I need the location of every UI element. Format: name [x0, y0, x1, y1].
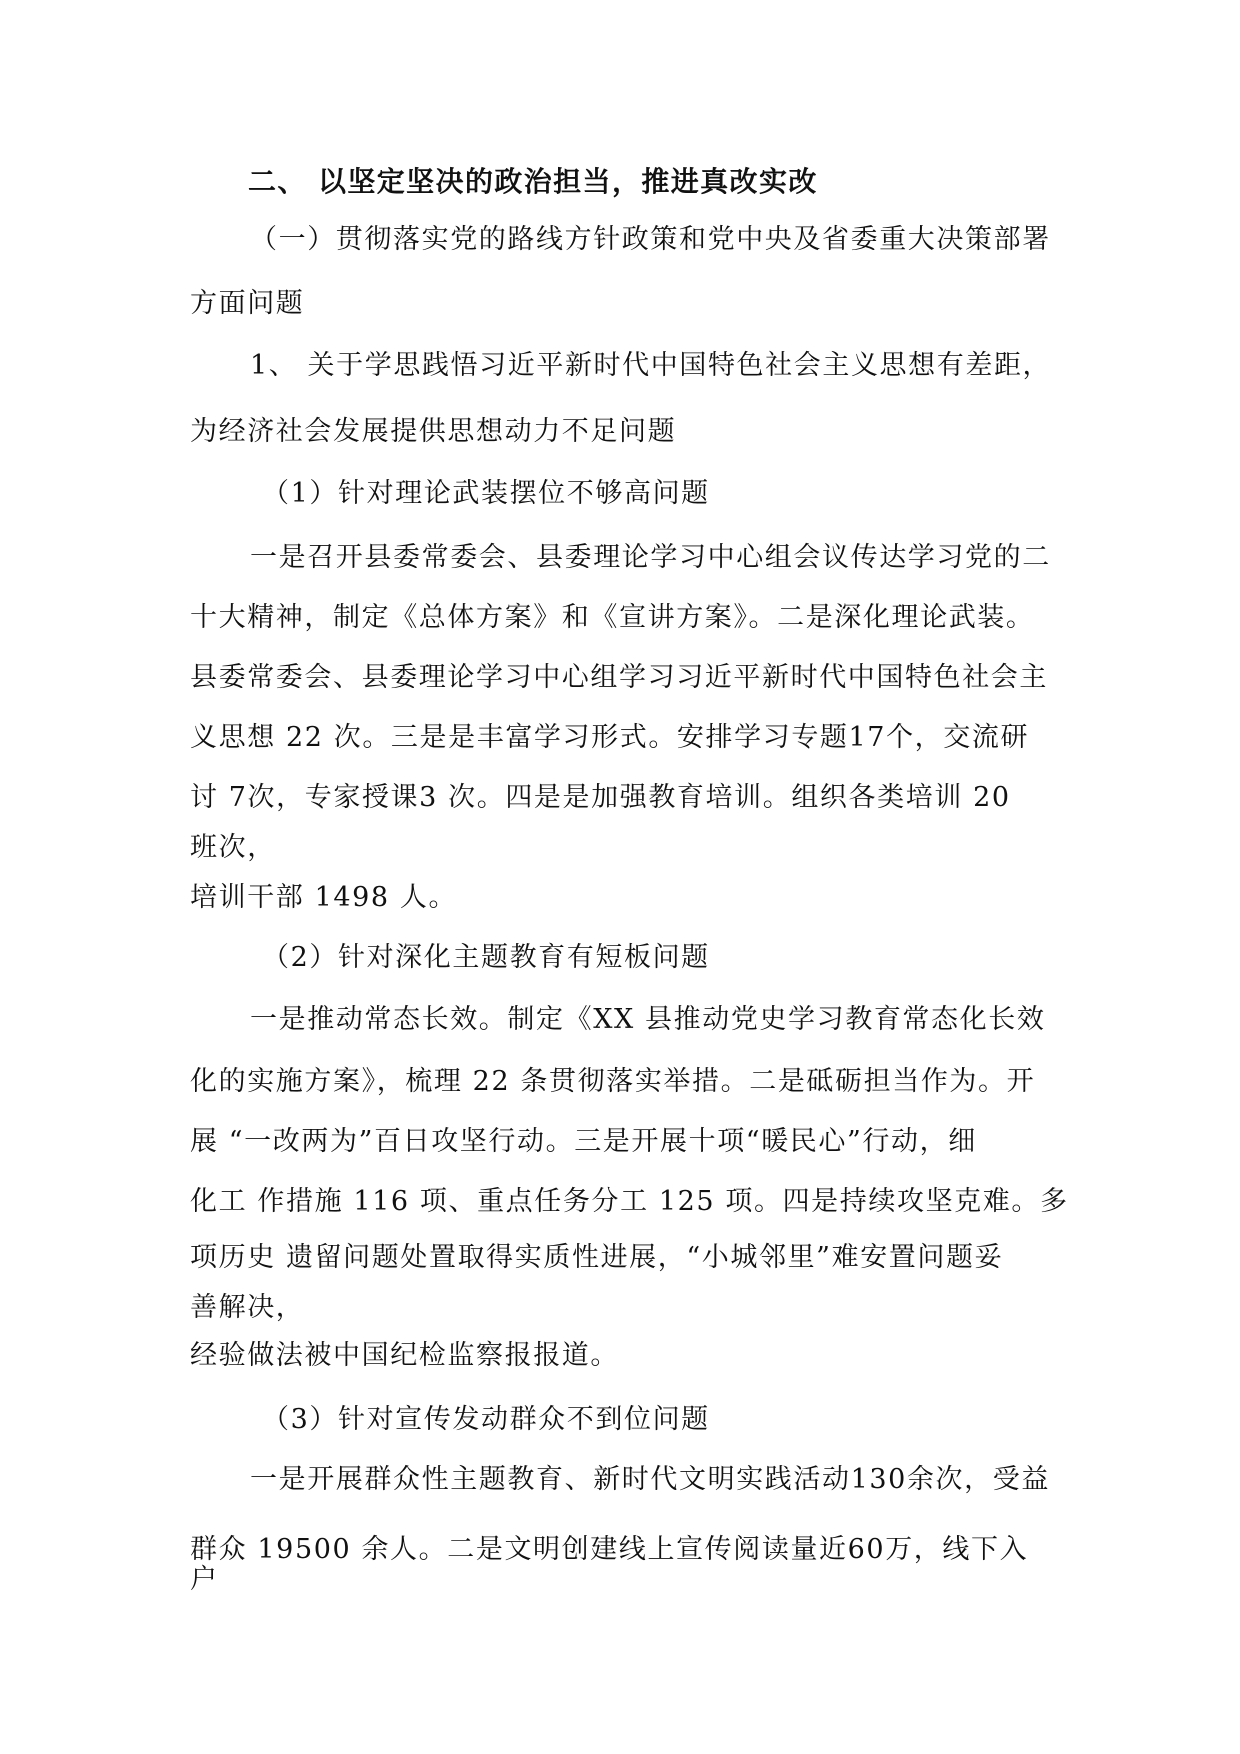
paragraph-2-line-1: 一是推动常态长效。制定《XX 县推动党史学习教育常态化长效 [250, 1004, 1046, 1035]
item-title-line-1: 1、 关于学思践悟习近平新时代中国特色社会主义思想有差距， [250, 350, 1052, 381]
subsection-title-line-2: 方面问题 [190, 288, 305, 319]
paragraph-2-line-2: 化的实施方案》，梳理 22 条贯彻落实举措。二是砥砺担当作为。开 [190, 1066, 1036, 1097]
paragraph-3-line-2: 群众 19500 余人。二是文明创建线上宣传阅读量近60万，线下入 [190, 1534, 1029, 1565]
paragraph-2-line-5: 项历史 遗留问题处置取得实质性进展，“小城邻里”难安置问题妥 [190, 1242, 1004, 1273]
paragraph-1-line-5: 讨 7次，专家授课3 次。四是是加强教育培训。组织各类培训 20 [190, 782, 1011, 813]
paragraph-2-line-4: 化工 作措施 116 项、重点任务分工 125 项。四是持续攻坚克难。多 [190, 1186, 1069, 1217]
item-title-line-2: 为经济社会发展提供思想动力不足问题 [190, 416, 677, 447]
paragraph-1-line-2: 十大精神，制定《总体方案》和《宣讲方案》。二是深化理论武装。 [190, 602, 1035, 633]
paragraph-1-line-4: 义思想 22 次。三是是丰富学习形式。安排学习专题17个，交流研 [190, 722, 1030, 753]
section-heading: 二、 以坚定坚决的政治担当，推进真改实改 [248, 165, 818, 198]
paragraph-3-line-3: 户 [190, 1564, 219, 1595]
paragraph-1-line-3: 县委常委会、县委理论学习中心组学习习近平新时代中国特色社会主 [190, 662, 1048, 693]
paragraph-1-line-1: 一是召开县委常委会、县委理论学习中心组会议传达学习党的二 [250, 542, 1051, 573]
paragraph-2-line-7: 经验做法被中国纪检监察报报道。 [190, 1340, 619, 1371]
paragraph-1-line-7: 培训干部 1498 人。 [190, 882, 458, 913]
subsection-title-line-1: （一）贯彻落实党的路线方针政策和党中央及省委重大决策部署 [250, 224, 1051, 255]
paragraph-2-line-6: 善解决， [190, 1292, 305, 1323]
sub-item-title-3: （3）针对宣传发动群众不到位问题 [262, 1404, 710, 1435]
paragraph-1-line-6: 班次， [190, 832, 276, 863]
sub-item-title-2: （2）针对深化主题教育有短板问题 [262, 942, 710, 973]
paragraph-3-line-1: 一是开展群众性主题教育、新时代文明实践活动130余次，受益 [250, 1464, 1050, 1495]
paragraph-2-line-3: 展 “一改两为”百日攻坚行动。三是开展十项“暖民心”行动，细 [190, 1126, 977, 1157]
sub-item-title-1: （1）针对理论武装摆位不够高问题 [262, 478, 710, 509]
